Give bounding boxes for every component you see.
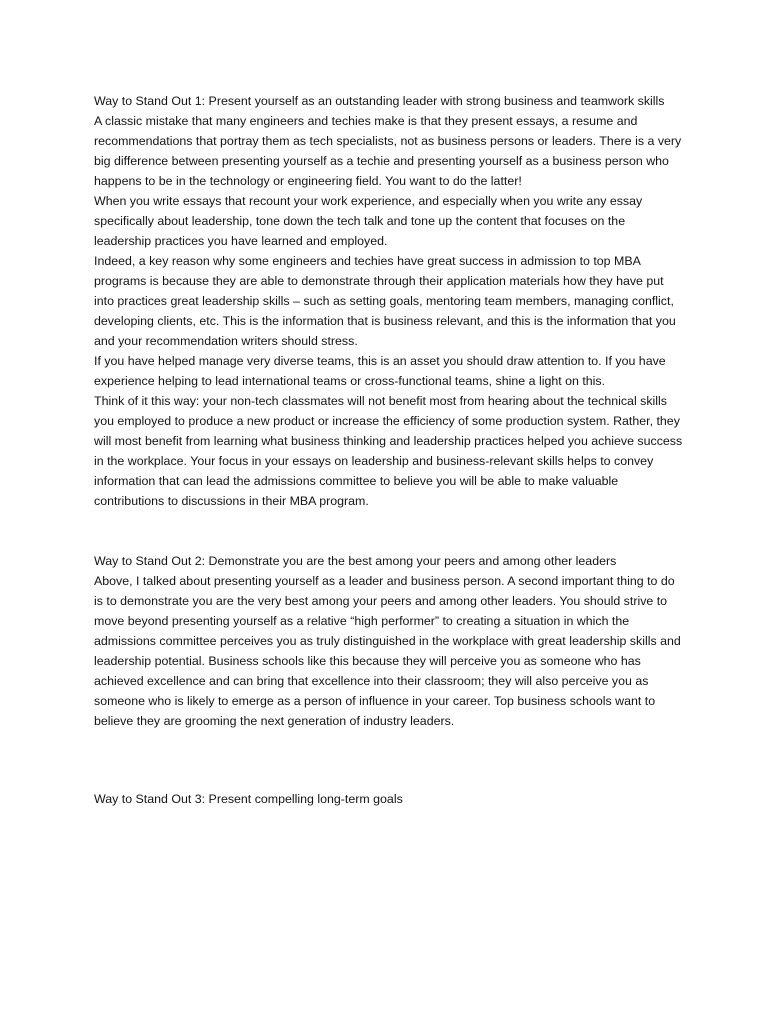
paragraph: Indeed, a key reason why some engineers and techies have great success in admission to top MBA programs is because they are able to demonstrate through their application materials how they have put into practices great leadership skills – such as setting goals, mentoring team members, managing conflict, developing clients, etc. This is the information that is business relevant, and this is the information that you and your recommendation writers should stress. bbox=[94, 254, 676, 348]
paragraph: If you have helped manage very diverse teams, this is an asset you should draw attention to. If you have experience helping to lead international teams or cross-functional teams, shine a light on this. bbox=[94, 354, 666, 388]
document-page bbox=[94, 91, 684, 809]
paragraph: A classic mistake that many engineers and techies make is that they present essays, a resume and recommendations that portray them as tech specialists, not as business persons or leaders. There is a very big difference between presenting yourself as a techie and presenting yourself as a business person who happens to be in the technology or engineering field. You want to do the latter! bbox=[94, 114, 682, 188]
paragraph: When you write essays that recount your work experience, and especially when you write any essay specifically about leadership, tone down the tech talk and tone up the content that focuses on the leadership practices you have learned and employed. bbox=[94, 194, 643, 248]
paragraph: Above, I talked about presenting yourself as a leader and business person. A second important thing to do is to demonstrate you are the very best among your peers and among other leaders. You should strive to move beyond presenting yourself as a relative “high performer” to creating a situation in which the admissions committee perceives you as truly distinguished in the workplace with great leadership skills and leadership potential. Business schools like this because they will perceive you as someone who has achieved excellence and can bring that excellence into their classroom; they will also perceive you as someone who is likely to emerge as a person of influence in your career. Top business schools want to believe they are grooming the next generation of industry leaders. bbox=[94, 574, 681, 728]
section-heading: Way to Stand Out 3: Present compelling long-term goals bbox=[94, 792, 403, 806]
section-heading: Way to Stand Out 2: Demonstrate you are the best among your peers and among other leaders bbox=[94, 554, 617, 568]
section-heading: Way to Stand Out 1: Present yourself as an outstanding leader with strong business and teamwork skills bbox=[94, 94, 665, 108]
paragraph: Think of it this way: your non-tech classmates will not benefit most from hearing about the technical skills you employed to produce a new product or increase the efficiency of some production system. Rather, they will most benefit from learning what business thinking and leadership practices helped you achieve success in the workplace. Your focus in your essays on leadership and business-relevant skills helps to convey information that can lead the admissions committee to believe you will be able to make valuable contributions to discussions in their MBA program. bbox=[94, 394, 683, 508]
